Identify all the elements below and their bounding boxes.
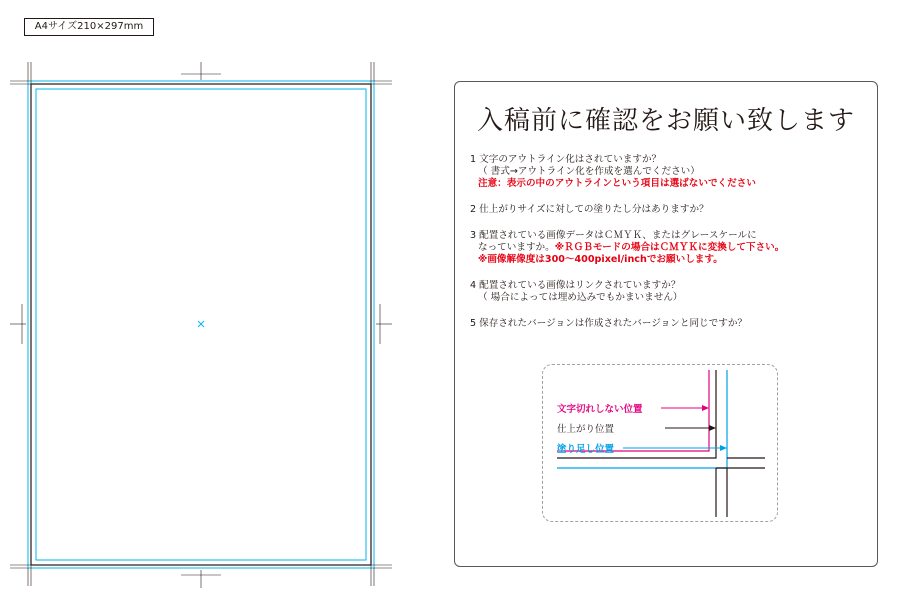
safe-arrow — [661, 405, 709, 411]
checklist-item-version — [470, 318, 870, 330]
crop-mark-bottom-left — [10, 565, 31, 586]
checklist-item-outline-text — [470, 154, 870, 190]
item-warning-inline: ※ＲＧＢモードの場合はＣＭＹＫに変換して下さい。 — [554, 242, 785, 253]
trim-position-label: 仕上がり位置 — [557, 424, 615, 435]
item-note: （ 場合によっては埋め込みでもかまいません） — [478, 292, 683, 303]
a4-template-artboard — [0, 0, 420, 592]
item-warning: 注意：表示の中のアウトラインという項目は選ばないでください — [478, 178, 756, 189]
register-mark-right — [376, 304, 392, 344]
item-text: 2 仕上がりサイズに対しての塗りたし分はありますか？ — [470, 204, 709, 215]
item-note: （ 書式→アウトライン化を作成を選んでください） — [478, 166, 700, 177]
register-mark-top — [181, 62, 221, 80]
item-text: 5 保存されたバージョンは作成されたバージョンと同じですか？ — [470, 318, 748, 329]
item-text: 1 文字のアウトライン化はされていますか？ — [470, 154, 662, 165]
crop-mark-top-left — [10, 62, 31, 84]
item-text: 4 配置されている画像はリンクされていますか？ — [470, 280, 681, 291]
trim-arrow — [665, 425, 716, 431]
diagram-crop-marks — [716, 458, 765, 517]
register-mark-left — [10, 304, 26, 344]
safe-position-label: 文字切れしない位置 — [557, 404, 643, 415]
bleed-position-label: 塗り足し位置 — [557, 444, 615, 455]
checklist-title: 入稿前に確認をお願い致します — [476, 106, 855, 136]
item-text-part: なっていますか。 — [478, 242, 555, 253]
checklist-item-links — [470, 280, 870, 304]
checklist-item-bleed — [470, 204, 870, 216]
register-mark-bottom — [181, 570, 221, 588]
crop-mark-bottom-right — [371, 565, 392, 586]
item-text: 3 配置されている画像データはＣＭＹＫ、またはグレースケールに — [470, 230, 757, 241]
submission-checklist-panel — [454, 81, 878, 567]
bleed-diagram — [542, 364, 778, 522]
crop-mark-top-right — [371, 62, 392, 84]
item-warning: ※画像解像度は300～400pixel/inchでお願いします。 — [478, 254, 723, 265]
checklist-items — [470, 154, 870, 344]
item-text-continued — [470, 242, 870, 254]
paper-size-label: A4サイズ210×297mm — [24, 18, 154, 36]
checklist-item-color-mode — [470, 230, 870, 266]
center-point-mark — [198, 321, 204, 327]
bleed-arrow — [623, 445, 727, 451]
